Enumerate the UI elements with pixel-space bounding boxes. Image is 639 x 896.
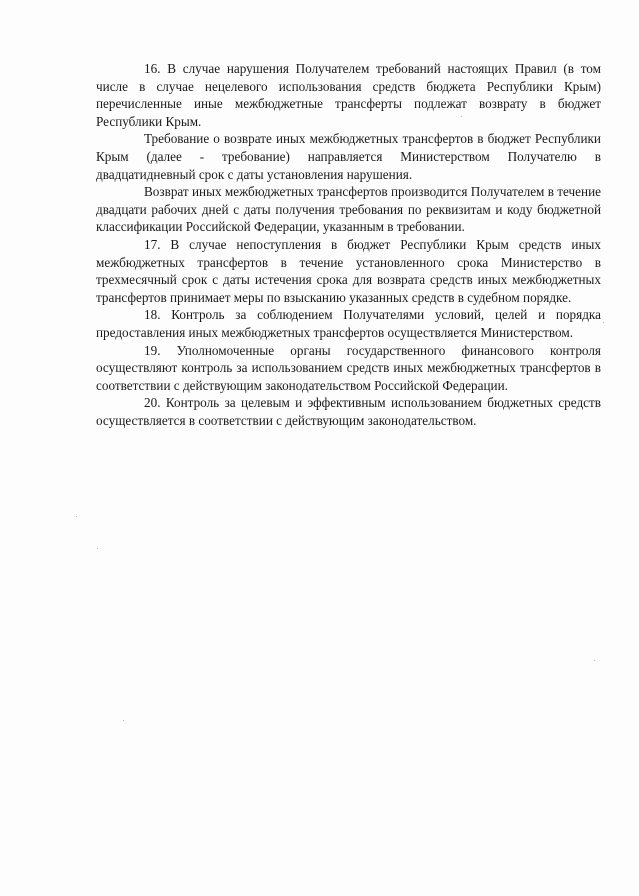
scan-speck (461, 116, 462, 117)
paragraph-17: 17. В случае непоступления в бюджет Республики Крым средств иных межбюджетных трансфертов в течение установленного срока Министерство в трехмесячный срок с даты истечения срока для возврата средств иных межбюджетных трансфертов принимает меры по взысканию указанных средств в судебном порядке. (96, 236, 601, 305)
paragraph-16-return: Возврат иных межбюджетных трансфертов производится Получателем в течение двадцати рабочих дней с даты получения требования по реквизитам и коду бюджетной классификации Российской Федерации, указанным в требовании. (96, 184, 601, 235)
paragraph-19: 19. Уполномоченные органы государственного финансового контроля осуществляют контроль за использованием средств иных межбюджетных трансфертов в соответствии с действующим законодательством Российской Федерации. (96, 342, 601, 393)
scan-speck (97, 548, 98, 549)
scan-speck (76, 516, 77, 517)
paragraph-20: 20. Контроль за целевым и эффективным использованием бюджетных средств осуществляется в соответствии с действующим законодательством. (96, 395, 601, 428)
paragraph-16-requirement: Требование о возврате иных межбюджетных трансфертов в бюджет Республики Крым (далее - требование) направляется Министерством Получателю в двадцатидневный срок с даты установления нарушения. (96, 131, 601, 182)
scan-speck (123, 720, 124, 721)
document-body (96, 60, 601, 429)
paragraph-18: 18. Контроль за соблюдением Получателями условий, целей и порядка предоставления иных межбюджетных трансфертов осуществляется Министерством. (96, 307, 601, 340)
scan-speck (594, 660, 595, 661)
scan-speck (603, 322, 604, 323)
paragraph-16: 16. В случае нарушения Получателем требований настоящих Правил (в том числе в случае нецелевого использования средств бюджета Республики Крым) перечисленные иные межбюджетные трансферты подлежат возврату в бюджет Республики Крым. (96, 61, 601, 129)
